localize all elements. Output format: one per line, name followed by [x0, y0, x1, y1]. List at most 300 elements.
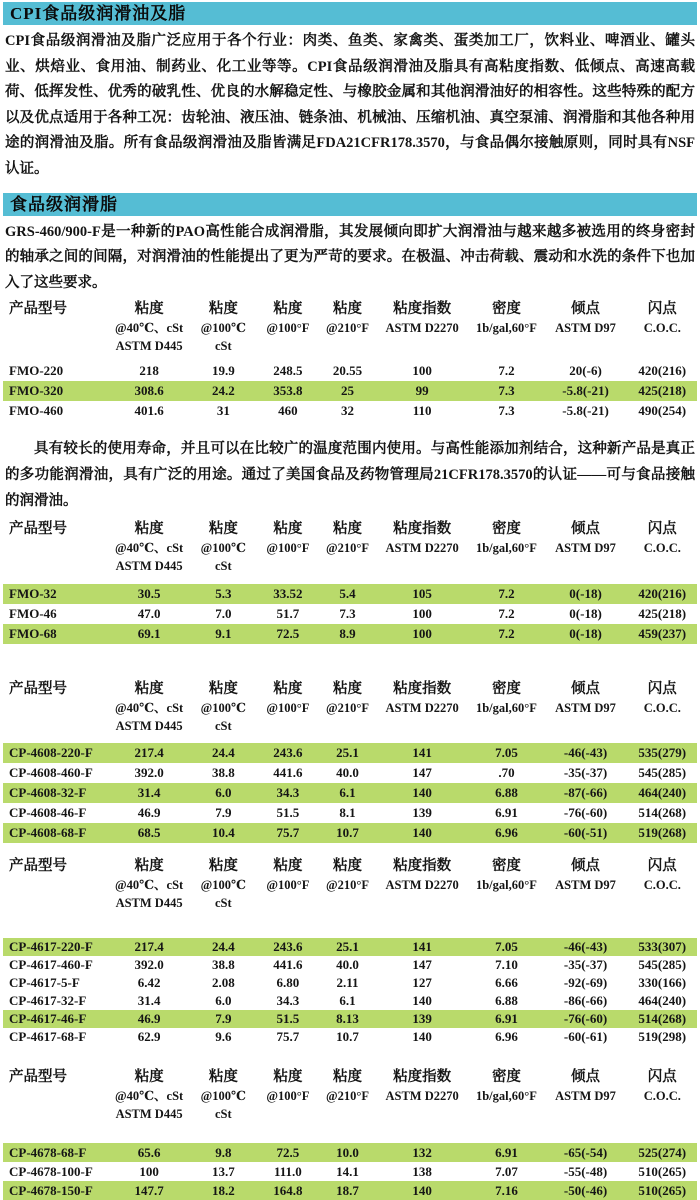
- header-gap-row: [3, 912, 697, 938]
- column-header-subtitle: ASTM D2270: [385, 1089, 459, 1104]
- column-header-title: 粘度: [208, 1069, 238, 1086]
- table-cell: 5.4: [339, 586, 356, 602]
- table-cell: 147.7: [134, 1182, 164, 1198]
- column-header-title: 粘度: [333, 1069, 363, 1086]
- column-header-title: 闪点: [647, 681, 677, 698]
- column-header-subtitle: @210°F: [326, 321, 370, 336]
- table-cell: 6.80: [276, 975, 300, 991]
- column-header: [107, 298, 191, 355]
- table-cell: -46(-43): [563, 745, 608, 761]
- column-header-title: 粘度: [134, 521, 164, 538]
- table-cell: 425(218): [638, 383, 687, 399]
- table-row: [3, 956, 697, 974]
- table-cell: 8.1: [339, 805, 356, 821]
- table-cell: 34.3: [276, 993, 300, 1009]
- column-header-subtitle: @100℃ cSt: [200, 321, 246, 354]
- table-cell: 46.9: [137, 1011, 161, 1027]
- table-cell: 7.0: [215, 606, 232, 622]
- product-spec-table: [3, 518, 697, 644]
- table-cell: 51.7: [276, 606, 300, 622]
- table-row: [3, 604, 697, 624]
- table-cell: 9.1: [215, 626, 232, 642]
- column-header: [107, 518, 191, 575]
- table-cell: 6.1: [339, 993, 356, 1009]
- table-cell: 6.42: [137, 975, 161, 991]
- column-header-model: [3, 1066, 107, 1123]
- product-model-cell: FMO-320: [9, 383, 64, 399]
- table-cell: 460: [278, 403, 298, 419]
- column-header: [107, 678, 191, 735]
- column-header-subtitle: @100℃ cSt: [200, 541, 246, 574]
- column-header-model: [3, 298, 107, 355]
- table-cell: 140: [412, 825, 432, 841]
- table-cell: 100: [139, 1163, 159, 1179]
- table-cell: 31.4: [137, 993, 161, 1009]
- table-cell: 514(268): [638, 805, 687, 821]
- table-cell: 525(274): [638, 1144, 687, 1160]
- column-header: [628, 678, 697, 735]
- table-header-row: [3, 678, 697, 735]
- table-cell: 0(-18): [569, 626, 602, 642]
- column-header-subtitle: @40℃、cSt: [114, 878, 184, 893]
- table-cell: 7.05: [495, 745, 518, 761]
- table-cell: .70: [498, 765, 515, 781]
- table-cell: 7.10: [495, 957, 518, 973]
- table-cell: -86(-66): [563, 993, 608, 1009]
- table-cell: 545(285): [638, 957, 687, 973]
- table-cell: 38.8: [211, 957, 235, 973]
- table-cell: 425(218): [638, 606, 687, 622]
- column-header: [256, 298, 321, 355]
- column-header: [628, 518, 697, 575]
- column-header-title: 粘度: [134, 301, 164, 318]
- column-header-subtitle: @100℃ cSt: [200, 1089, 246, 1122]
- table-cp-4617: [3, 855, 697, 1046]
- column-header-title: 闪点: [647, 521, 677, 538]
- table-row: [3, 1010, 697, 1028]
- table-cell: 2.08: [211, 975, 235, 991]
- column-header-model: [3, 855, 107, 912]
- table-cell: 31.4: [137, 785, 161, 801]
- product-model-cell: FMO-220: [9, 363, 64, 379]
- column-header-title: 粘度指数: [393, 1069, 452, 1086]
- column-header-title: 粘度: [333, 301, 363, 318]
- table-cell: 100: [412, 626, 432, 642]
- column-header-title: 闪点: [647, 301, 677, 318]
- table-cell: 13.7: [211, 1163, 235, 1179]
- table-cell: 7.9: [215, 1011, 232, 1027]
- product-spec-table: [3, 678, 697, 843]
- column-header-title: 粘度: [273, 521, 303, 538]
- table-row: [3, 803, 697, 823]
- column-header-subtitle: 1b/gal,60°F: [475, 701, 537, 716]
- table-cell: 132: [412, 1144, 432, 1160]
- column-header-title: 粘度: [273, 1069, 303, 1086]
- section-title-food-grade-grease: 食品级润滑脂: [3, 193, 697, 216]
- column-header: [469, 298, 543, 355]
- column-header-subtitle: @210°F: [326, 541, 370, 556]
- column-header-subtitle: ASTM D97: [555, 1089, 616, 1104]
- column-header-subtitle: C.O.C.: [643, 1089, 681, 1104]
- table-cell: 47.0: [137, 606, 161, 622]
- table-cell: 31: [216, 403, 230, 419]
- column-header-subtitle: @210°F: [326, 1089, 370, 1104]
- product-model-cell: CP-4678-150-F: [9, 1182, 93, 1198]
- table-cell: 140: [412, 785, 432, 801]
- table-cell: 392.0: [134, 765, 164, 781]
- table-cell: 25.1: [336, 939, 359, 955]
- column-header-title: 闪点: [647, 858, 677, 875]
- column-header-subtitle: ASTM D2270: [385, 701, 459, 716]
- column-header-title: 密度: [491, 1069, 521, 1086]
- product-model-cell: CP-4617-5-F: [9, 975, 80, 991]
- column-header-model: [3, 678, 107, 735]
- column-header-subtitle: 1b/gal,60°F: [475, 321, 537, 336]
- column-header-subtitle: @100°F: [266, 1089, 310, 1104]
- column-header-subtitle: C.O.C.: [643, 321, 681, 336]
- table-cell: 353.8: [273, 383, 303, 399]
- table-row: [3, 584, 697, 604]
- column-header: [469, 855, 543, 912]
- product-model-cell: CP-4617-220-F: [9, 939, 93, 955]
- table-row: [3, 1181, 697, 1200]
- table-cell: -60(-61): [563, 1029, 608, 1045]
- column-header-title: 密度: [491, 521, 521, 538]
- column-header: [469, 1066, 543, 1123]
- table-cell: 100: [412, 363, 432, 379]
- column-header-subtitle: ASTM D445: [115, 339, 183, 354]
- table-row: [3, 401, 697, 421]
- table-cell: 72.5: [276, 626, 300, 642]
- column-header: [320, 678, 375, 735]
- table-cell: 441.6: [273, 765, 303, 781]
- table-cell: 6.1: [339, 785, 356, 801]
- table-cell: 459(237): [638, 626, 687, 642]
- column-header-title: 倾点: [571, 858, 601, 875]
- table-cell: 20(-6): [569, 363, 602, 379]
- table-cell: 7.3: [498, 383, 515, 399]
- column-header-title: 粘度: [273, 301, 303, 318]
- table-row: [3, 381, 697, 401]
- column-header-subtitle: @100°F: [266, 541, 310, 556]
- column-header-subtitle: ASTM D2270: [385, 878, 459, 893]
- table-cell: 420(216): [638, 586, 687, 602]
- table-cell: 18.7: [336, 1182, 359, 1198]
- table-header-row: [3, 298, 697, 355]
- column-header: [256, 518, 321, 575]
- table-cell: 243.6: [273, 939, 303, 955]
- column-header-title: 粘度指数: [393, 301, 452, 318]
- product-model-cell: CP-4678-100-F: [9, 1163, 93, 1179]
- column-header: [107, 1066, 191, 1123]
- product-model-cell: FMO-46: [9, 606, 57, 622]
- table-cell: 7.2: [498, 363, 515, 379]
- table-row: [3, 823, 697, 843]
- column-header-subtitle: 1b/gal,60°F: [475, 541, 537, 556]
- table-cell: 441.6: [273, 957, 303, 973]
- intro-paragraph: CPI食品级润滑油及脂广泛应用于各个行业：肉类、鱼类、家禽类、蛋类加工厂，饮料业、啤酒业、罐头业、烘焙业、食用油、制药业、化工业等等。CPI食品级润滑油及脂具有高粘度指数、低倾点、高速高载荷、低挥发性、优秀的破乳性、优良的水解稳定性、与橡胶金属和其他润滑油好的相容性。这些特殊的配方以及优点适用于各种工况：齿轮油、液压油、链条油、机械油、压缩机油、真空泵浦、润滑脂和其他各种用途的润滑油及脂。所有食品级润滑油及脂皆满足FDA21CFR178.3570，与食品偶尔接触原则，同时具有NSF认证。: [5, 33, 695, 177]
- table-cell: 25.1: [336, 745, 359, 761]
- product-model-cell: CP-4678-68-F: [9, 1144, 87, 1160]
- table-cp-4678: [3, 1066, 697, 1200]
- column-header: [320, 518, 375, 575]
- column-header-subtitle: @100℃ cSt: [200, 878, 246, 911]
- column-header-subtitle: ASTM D2270: [385, 321, 459, 336]
- table-cell: 6.91: [495, 805, 518, 821]
- column-header-title: 粘度: [208, 521, 238, 538]
- table-header-row: [3, 1066, 697, 1123]
- column-header-title: 粘度: [273, 681, 303, 698]
- column-header: [107, 855, 191, 912]
- column-header: [544, 1066, 628, 1123]
- table-cell: 46.9: [137, 805, 161, 821]
- product-model-cell: CP-4617-460-F: [9, 957, 93, 973]
- table-cell: 30.5: [137, 586, 161, 602]
- table-cell: 111.0: [273, 1163, 302, 1179]
- table-cell: 51.5: [276, 805, 300, 821]
- table-cell: 330(166): [638, 975, 687, 991]
- column-header-subtitle: C.O.C.: [643, 878, 681, 893]
- column-header: [469, 678, 543, 735]
- product-model-cell: FMO-68: [9, 626, 57, 642]
- column-header-title: 粘度指数: [393, 521, 452, 538]
- table-cell: 510(265): [638, 1182, 687, 1198]
- table-cell: 32: [341, 403, 355, 419]
- column-header: [628, 298, 697, 355]
- column-header: [375, 678, 469, 735]
- table-cell: 100: [412, 606, 432, 622]
- product-spec-table: [3, 855, 697, 1046]
- column-header-model: [3, 518, 107, 575]
- table-cell: -50(-46): [563, 1182, 608, 1198]
- table-cell: 490(254): [638, 403, 687, 419]
- table-cell: -55(-48): [563, 1163, 608, 1179]
- table-cell: 308.6: [134, 383, 164, 399]
- column-header: [544, 298, 628, 355]
- table-cell: 401.6: [134, 403, 164, 419]
- table-cell: -5.8(-21): [562, 383, 609, 399]
- table-cell: 464(240): [638, 785, 687, 801]
- table-cp-4608: [3, 678, 697, 843]
- column-header: [628, 855, 697, 912]
- column-header-subtitle: ASTM D445: [115, 896, 183, 911]
- column-header-subtitle: @40℃、cSt: [114, 1089, 184, 1104]
- column-header-subtitle: @100℃ cSt: [200, 701, 246, 734]
- column-header-title: 密度: [491, 301, 521, 318]
- column-header-subtitle: ASTM D97: [555, 321, 616, 336]
- column-header-title: 粘度: [273, 858, 303, 875]
- column-header-title: 粘度: [208, 301, 238, 318]
- product-model-cell: CP-4608-32-F: [9, 785, 87, 801]
- table-cell: 9.8: [215, 1144, 232, 1160]
- table-cell: 139: [412, 1011, 432, 1027]
- table-cell: 248.5: [273, 363, 303, 379]
- table-cell: 62.9: [137, 1029, 161, 1045]
- column-header-subtitle: ASTM D97: [555, 878, 616, 893]
- table-header-row: [3, 518, 697, 575]
- column-header-title: 粘度: [333, 858, 363, 875]
- table-cell: 147: [412, 765, 432, 781]
- column-header: [320, 1066, 375, 1123]
- column-header-subtitle: 1b/gal,60°F: [475, 878, 537, 893]
- header-gap-row: [3, 735, 697, 743]
- column-header-subtitle: ASTM D445: [115, 719, 183, 734]
- product-model-cell: CP-4617-46-F: [9, 1011, 87, 1027]
- table-cell: -92(-69): [563, 975, 608, 991]
- column-header-subtitle: @100°F: [266, 878, 310, 893]
- column-header-subtitle: ASTM D97: [555, 701, 616, 716]
- table-cell: 10.4: [211, 825, 235, 841]
- table-cell: 40.0: [336, 765, 359, 781]
- column-header-title: 密度: [491, 858, 521, 875]
- column-header-subtitle: @100°F: [266, 701, 310, 716]
- column-header: [544, 518, 628, 575]
- product-spec-table: [3, 298, 697, 421]
- table-cell: 5.3: [215, 586, 232, 602]
- table-cell: 7.2: [498, 626, 515, 642]
- table-row: [3, 361, 697, 381]
- table-row: [3, 763, 697, 783]
- column-header-subtitle: @40℃、cSt: [114, 321, 184, 336]
- table-row: [3, 938, 697, 956]
- table-cell: -35(-37): [563, 765, 608, 781]
- table-cell: 6.91: [495, 1144, 518, 1160]
- column-header-subtitle: @100°F: [266, 321, 310, 336]
- table-cell: -35(-37): [563, 957, 608, 973]
- column-header: [320, 855, 375, 912]
- column-header: [628, 1066, 697, 1123]
- table-cell: 65.6: [137, 1144, 161, 1160]
- table-cell: 140: [412, 993, 432, 1009]
- column-header-subtitle: @210°F: [326, 701, 370, 716]
- table-cell: 7.16: [495, 1182, 518, 1198]
- table-cell: -5.8(-21): [562, 403, 609, 419]
- column-header-title: 倾点: [571, 1069, 601, 1086]
- column-header: [256, 1066, 321, 1123]
- column-header-title: 闪点: [647, 1069, 677, 1086]
- table-cell: 40.0: [336, 957, 359, 973]
- table-cell: 69.1: [137, 626, 161, 642]
- table-cell: 217.4: [134, 745, 164, 761]
- table-cell: 138: [412, 1163, 432, 1179]
- product-model-cell: CP-4608-46-F: [9, 805, 87, 821]
- column-header-subtitle: ASTM D2270: [385, 541, 459, 556]
- column-header: [191, 298, 256, 355]
- fmo-note-paragraph: 具有较长的使用寿命，并且可以在比较广的温度范围内使用。与高性能添加剂结合，这种新产品是真正的多功能润滑油，具有广泛的用途。通过了美国食品及药物管理局21CFR178.3570的认证——可与食品接触的润滑油。: [5, 441, 695, 509]
- table-cell: 99: [415, 383, 429, 399]
- column-header-subtitle: ASTM D97: [555, 541, 616, 556]
- table-cell: 535(279): [638, 745, 687, 761]
- table-cell: 6.88: [495, 993, 518, 1009]
- table-cell: 7.3: [339, 606, 356, 622]
- table-cell: 545(285): [638, 765, 687, 781]
- table-cell: 7.07: [495, 1163, 518, 1179]
- table-row: [3, 1162, 697, 1181]
- table-cell: 139: [412, 805, 432, 821]
- table-cell: 7.05: [495, 939, 518, 955]
- table-cell: 7.2: [498, 586, 515, 602]
- column-header-subtitle: C.O.C.: [643, 701, 681, 716]
- table-cell: 10.7: [336, 825, 359, 841]
- column-header-subtitle: @40℃、cSt: [114, 701, 184, 716]
- table-cell: 7.2: [498, 606, 515, 622]
- table-row: [3, 974, 697, 992]
- table-cell: 24.4: [211, 745, 235, 761]
- table-cell: 105: [412, 586, 432, 602]
- column-header: [544, 855, 628, 912]
- section-title-food-grade-oils: CPI食品级润滑油及脂: [3, 2, 697, 25]
- table-cell: 10.7: [336, 1029, 359, 1045]
- column-header-title: 产品型号: [9, 301, 67, 318]
- table-cell: 164.8: [273, 1182, 303, 1198]
- table-cell: 6.0: [215, 993, 232, 1009]
- table-row: [3, 743, 697, 763]
- table-cell: 24.2: [211, 383, 235, 399]
- column-header: [469, 518, 543, 575]
- table-cell: -87(-66): [563, 785, 608, 801]
- table-cell: 72.5: [276, 1144, 300, 1160]
- table-cell: 140: [412, 1029, 432, 1045]
- column-header: [191, 855, 256, 912]
- table-cell: 14.1: [336, 1163, 359, 1179]
- product-model-cell: FMO-460: [9, 403, 64, 419]
- table-cell: 75.7: [276, 1029, 300, 1045]
- column-header: [256, 855, 321, 912]
- column-header-title: 倾点: [571, 521, 601, 538]
- table-cell: 8.9: [339, 626, 356, 642]
- table-cell: 420(216): [638, 363, 687, 379]
- column-header-title: 粘度: [333, 521, 363, 538]
- table-cell: 19.9: [211, 363, 235, 379]
- table-cell: 2.11: [336, 975, 359, 991]
- table-cell: 24.4: [211, 939, 235, 955]
- column-header-title: 粘度: [134, 681, 164, 698]
- product-model-cell: CP-4608-460-F: [9, 765, 93, 781]
- header-gap-row: [3, 1123, 697, 1143]
- column-header: [375, 518, 469, 575]
- column-header-subtitle: @40℃、cSt: [114, 541, 184, 556]
- product-model-cell: CP-4608-220-F: [9, 745, 93, 761]
- table-cell: 7.3: [498, 403, 515, 419]
- column-header-title: 粘度指数: [393, 858, 452, 875]
- table-row: [3, 1028, 697, 1046]
- table-fmo-low-viscosity: [3, 518, 697, 644]
- table-cell: 533(307): [638, 939, 687, 955]
- column-header-title: 粘度指数: [393, 681, 452, 698]
- table-cell: 18.2: [211, 1182, 235, 1198]
- column-header-subtitle: 1b/gal,60°F: [475, 1089, 537, 1104]
- column-header: [191, 518, 256, 575]
- table-cell: 51.5: [276, 1011, 300, 1027]
- table-cell: 38.8: [211, 765, 235, 781]
- table-cell: 514(268): [638, 1011, 687, 1027]
- table-cell: 243.6: [273, 745, 303, 761]
- table-cell: 10.0: [336, 1144, 359, 1160]
- table-cell: 141: [412, 745, 432, 761]
- table-cell: 6.96: [495, 1029, 518, 1045]
- table-row: [3, 1143, 697, 1162]
- column-header: [375, 855, 469, 912]
- column-header: [320, 298, 375, 355]
- table-cell: -46(-43): [563, 939, 608, 955]
- table-cell: -65(-54): [563, 1144, 608, 1160]
- table-cell: 519(298): [638, 1029, 687, 1045]
- table-cell: 140: [412, 1182, 432, 1198]
- column-header-title: 粘度: [333, 681, 363, 698]
- table-cell: 0(-18): [569, 606, 602, 622]
- column-header: [375, 298, 469, 355]
- table-cell: 9.6: [215, 1029, 232, 1045]
